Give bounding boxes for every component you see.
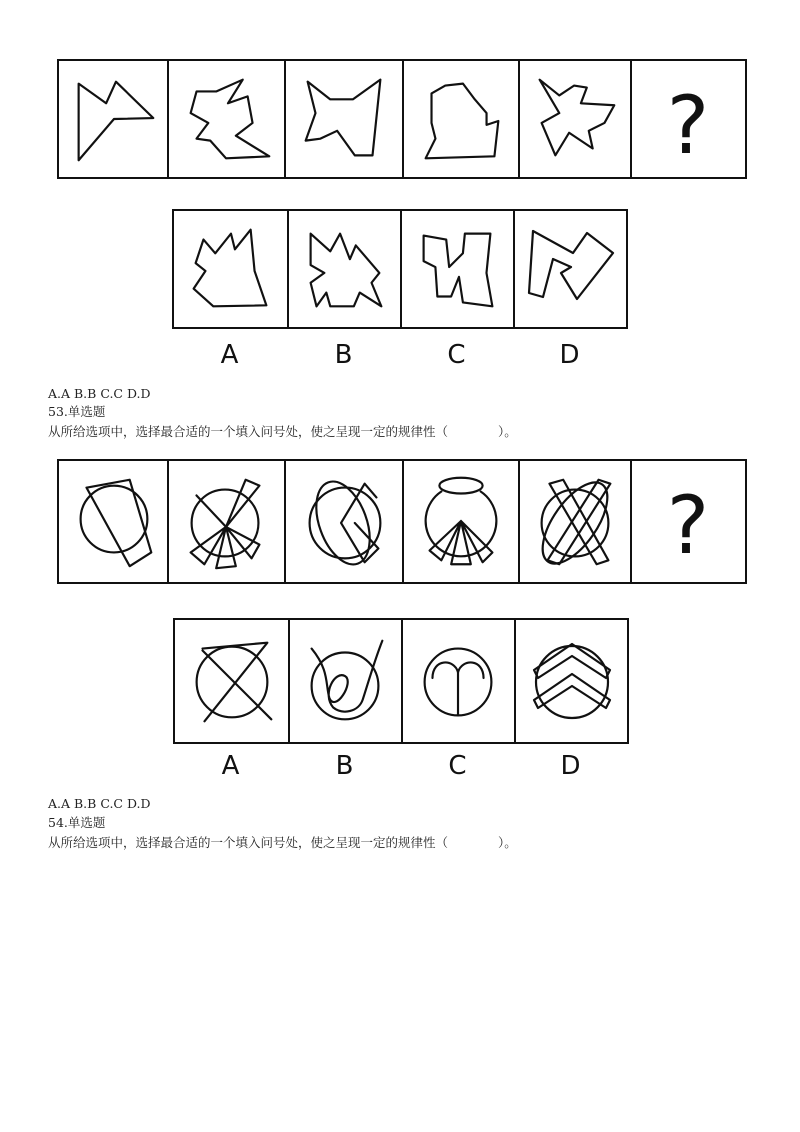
q53-figure-1: [59, 461, 169, 582]
q52-options-strip: [172, 209, 628, 329]
q53-figure-3: [286, 461, 404, 582]
q53-option-c-figure[interactable]: [403, 620, 516, 742]
q52-letter-c[interactable]: C: [447, 340, 466, 370]
q53-number-type: 53.单选题: [48, 404, 106, 419]
q53-option-letters: [173, 751, 629, 781]
q53-figure-5: [520, 461, 632, 582]
q53-option-a-figure[interactable]: [175, 620, 290, 742]
q53-sequence-strip: [57, 459, 747, 584]
question-mark: ?: [666, 479, 710, 572]
q53-figure-2: [169, 461, 286, 582]
q54-prompt: 从所给选项中，选择最合适的一个填入问号处，使之呈现一定的规律性（ ）。: [48, 835, 517, 850]
q52-option-letters: [172, 340, 628, 370]
q52-option-a-figure[interactable]: [174, 211, 289, 327]
q52-letter-b[interactable]: B: [334, 340, 353, 370]
q52-unknown-cell: [632, 61, 745, 177]
q54-number-type: 54.单选题: [48, 815, 106, 830]
q52-letter-a[interactable]: A: [220, 340, 239, 370]
q52-figure-4: [404, 61, 520, 177]
q53-letter-b[interactable]: B: [335, 751, 354, 781]
q52-option-c-figure[interactable]: [402, 211, 515, 327]
q53-figure-4: [404, 461, 520, 582]
q52-sequence-strip: [57, 59, 747, 179]
q53-letter-d[interactable]: D: [560, 751, 581, 781]
q52-option-b-figure[interactable]: [289, 211, 402, 327]
q52-option-d-figure[interactable]: [515, 211, 626, 327]
question-mark: ?: [666, 79, 710, 172]
q53-option-d-figure[interactable]: [516, 620, 627, 742]
q53-prompt: 从所给选项中，选择最合适的一个填入问号处，使之呈现一定的规律性（ ）。: [48, 424, 517, 439]
q53-options-strip: [173, 618, 629, 744]
q53-unknown-cell: [632, 461, 745, 582]
q53-letter-a[interactable]: A: [221, 751, 240, 781]
q52-figure-2: [169, 61, 286, 177]
q53-option-b-figure[interactable]: [290, 620, 403, 742]
q52-figure-5: [520, 61, 632, 177]
q52-answer-options: A.A B.B C.C D.D: [48, 386, 151, 401]
q53-letter-c[interactable]: C: [448, 751, 467, 781]
q53-answer-options: A.A B.B C.C D.D: [48, 796, 151, 811]
q52-letter-d[interactable]: D: [559, 340, 580, 370]
q52-figure-3: [286, 61, 404, 177]
q52-figure-1: [59, 61, 169, 177]
